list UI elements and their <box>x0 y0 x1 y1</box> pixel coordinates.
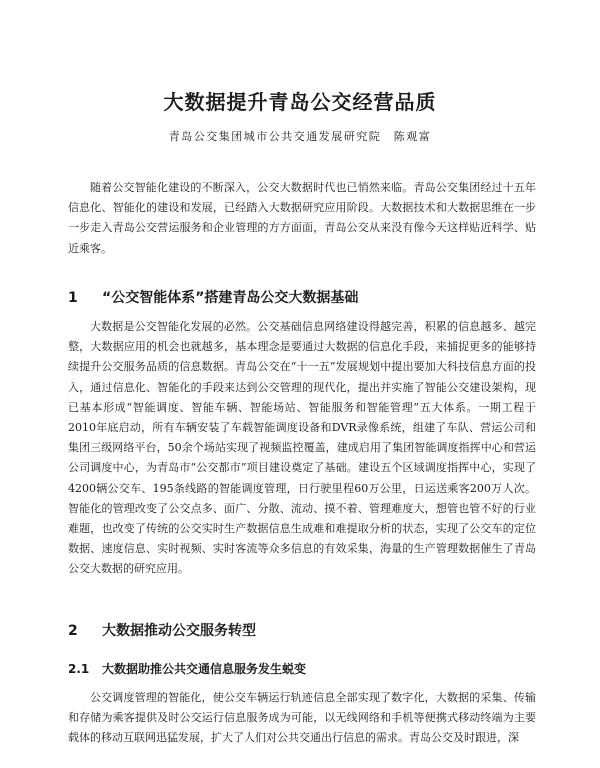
author-byline: 青岛公交集团城市公共交通发展研究院 陈观富 <box>168 130 432 143</box>
section-1-heading <box>68 287 538 307</box>
section-1-title: “公交智能体系”搭建青岛公交大数据基础 <box>102 290 359 306</box>
section-2-1-number: 2.1 <box>68 662 90 676</box>
section-2-heading <box>68 620 538 640</box>
intro-paragraph: 随着公交智能化建设的不断深入，公交大数据时代也已悄然来临。青岛公交集团经过十五年信息化、智能化的建设和发展，已经踏入大数据研究应用阶段。大数据技术和大数据思维在一步一步走入青岛公交营运服务和企业管理的方方面面，青岛公交从来没有像今天这样贴近科学、贴近乘客。 <box>68 181 536 255</box>
section-1-paragraph: 大数据是公交智能化发展的必然。公交基础信息网络建设得越完善，积累的信息越多、越完整，大数据应用的机会也就越多，基本理念是要通过大数据的信息化手段，来捕捉更多的能够持续提升公交服务品质的信息数据。青岛公交在“十一五”发展规划中提出要加大科技信息方面的投入，通过信息化、智能化的手段来达到公交管理的现代化，提出并实施了智能公交建设架构，现已基本形成“智能调度、智能车辆、智能场站、智能服务和智能管理”五大体系。一期工程于2010年底启动，所有车辆安装了车载智能调度设备和DVR录像系统，组建了车队、营运公司和集团三级网络平台，50余个场站实现了视频监控覆盖，建成启用了集团智能调度指挥中心和营运公司调度中心，为青岛市“公交都市”项目建设奠定了基础。建设五个区域调度指挥中心，实现了4200辆公交车、195条线路的智能调度管理，日行驶里程60万公里，日运送乘客200万人次。智能化的管理改变了公交点多、面广、分散、流动、摸不着、管理难度大，想管也管不好的行业难题，也改变了传统的公交实时生产数据信息生成难和难提取分析的状态，实现了公交车的定位数据、速度信息、实时视频、实时客流等众多信息的有效采集，海量的生产管理数据催生了青岛公交大数据的研究应用。 <box>68 320 536 576</box>
section-1-number: 1 <box>68 290 78 306</box>
section-2-1-heading <box>68 660 538 677</box>
section-2-1-title: 大数据助推公共交通信息服务发生蜕变 <box>102 662 307 676</box>
section-2-title: 大数据推动公交服务转型 <box>102 623 256 639</box>
section-2-1-paragraph: 公交调度管理的智能化，使公交车辆运行轨迹信息全部实现了数字化，大数据的采集、传输和存储为乘客提供及时公交运行信息服务成为可能，以无线网络和手机等便携式移动终端为主要载体的移动互联网迅猛发展，扩大了人们对公共交通出行信息的需求。青岛公交及时跟进，深 <box>68 691 536 745</box>
article-title: 大数据提升青岛公交经营品质 <box>163 90 437 114</box>
section-2-number: 2 <box>68 623 78 639</box>
